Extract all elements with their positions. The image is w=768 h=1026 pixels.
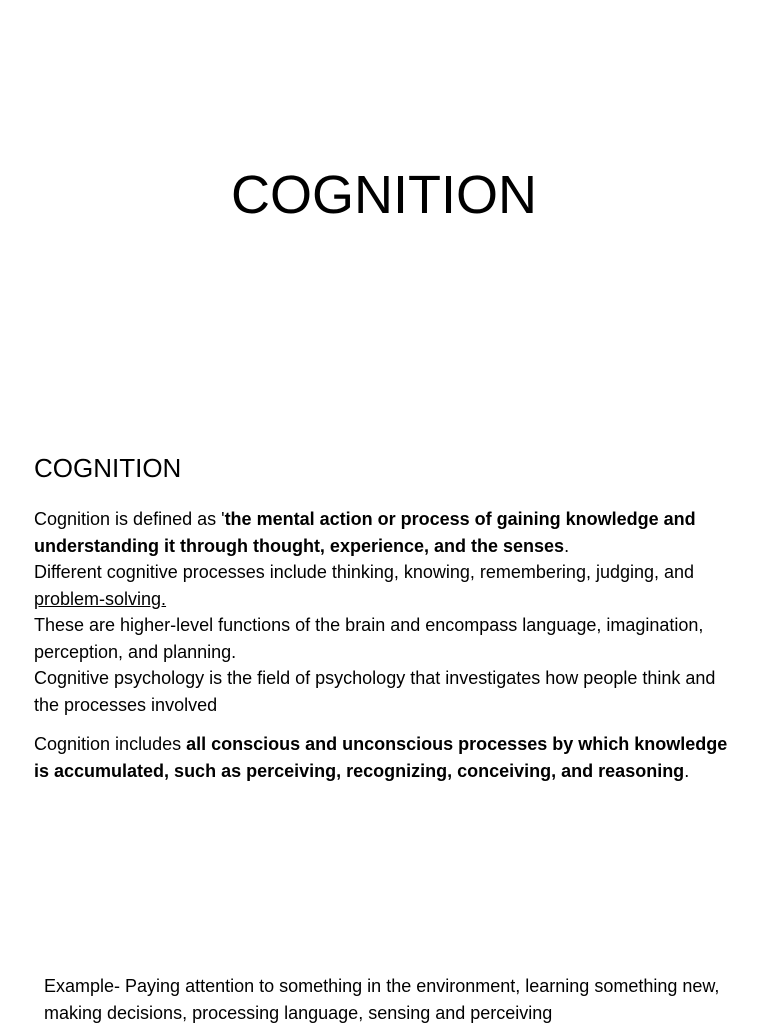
includes-bold: all conscious and unconscious processes by which knowledge is accumulated, such as perceiving, recognizing, conceiving, and reasoning [34, 734, 728, 781]
includes-intro: Cognition includes [34, 734, 187, 754]
example-text: Example- Paying attention to something in the environment, learning something new, making decisions, processing language, sensing and perceiving [44, 976, 720, 1023]
includes-paragraph [34, 731, 734, 784]
page-title: COGNITION [231, 165, 537, 225]
definition-end: . [564, 535, 570, 556]
section-heading: COGNITION [34, 453, 182, 483]
includes-end: . [684, 760, 690, 781]
processes-text: Different cognitive processes include thinking, knowing, remembering, judging, and [34, 562, 695, 582]
higher-level-text: These are higher-level functions of the brain and encompass language, imagination, perception, and planning. [34, 615, 704, 662]
cognitive-psychology-text: Cognitive psychology is the field of psychology that investigates how people think and the processes involved [34, 668, 716, 715]
definition-bold: the mental action or process of gaining knowledge and understanding it through thought, experience, and the senses [34, 509, 696, 556]
definition-intro: Cognition is defined as ' [34, 509, 225, 529]
problem-solving-link[interactable]: problem-solving. [34, 588, 167, 609]
definition-paragraph [34, 506, 734, 718]
